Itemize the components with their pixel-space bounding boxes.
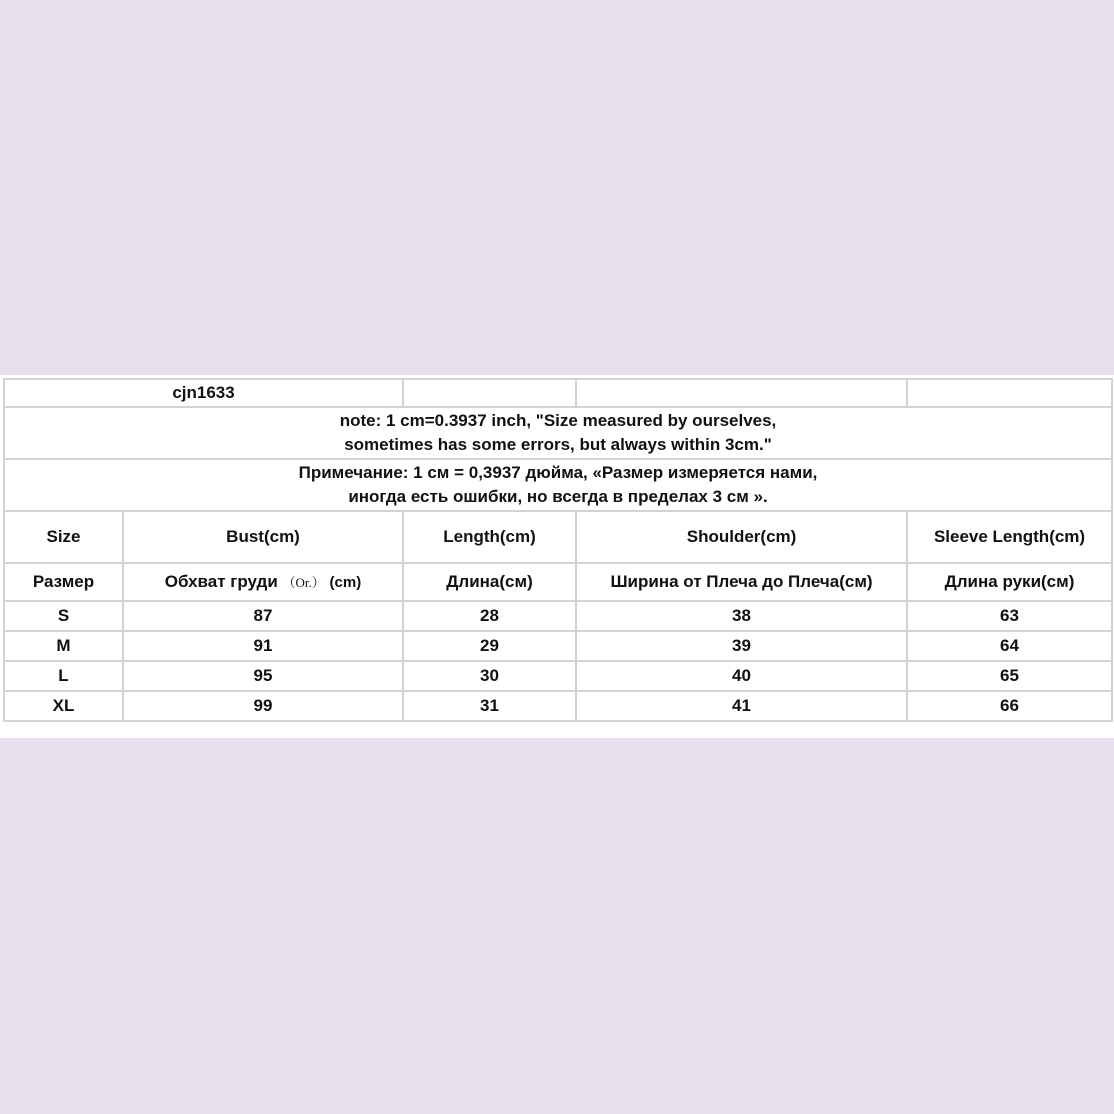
cell-bust: 95 bbox=[123, 661, 403, 691]
header-ru-size: Размер bbox=[4, 563, 123, 601]
size-chart-sheet bbox=[0, 375, 1114, 738]
cell-size: XL bbox=[4, 691, 123, 721]
product-code-text: cjn1633 bbox=[172, 383, 235, 402]
cell-bust: 91 bbox=[123, 631, 403, 661]
cell-length: 28 bbox=[403, 601, 576, 631]
empty-cell bbox=[403, 379, 576, 407]
header-row-ru bbox=[4, 563, 1112, 601]
table-row bbox=[4, 691, 1112, 721]
cell-sleeve: 65 bbox=[907, 661, 1112, 691]
note-en-line2: sometimes has some errors, but always within 3cm." bbox=[344, 435, 772, 454]
cell-sleeve: 64 bbox=[907, 631, 1112, 661]
header-ru-shoulder: Ширина от Плеча до Плеча(см) bbox=[576, 563, 907, 601]
cell-size: M bbox=[4, 631, 123, 661]
table-row bbox=[4, 661, 1112, 691]
cell-size: S bbox=[4, 601, 123, 631]
product-code-row bbox=[4, 379, 1112, 407]
size-chart-table bbox=[3, 378, 1113, 722]
header-row-en bbox=[4, 511, 1112, 563]
cell-bust: 87 bbox=[123, 601, 403, 631]
note-ru-line1: Примечание: 1 см = 0,3937 дюйма, «Размер измеряется нами, bbox=[298, 463, 818, 482]
header-ru-bust-unit: (cm) bbox=[329, 574, 362, 591]
cell-shoulder: 38 bbox=[576, 601, 907, 631]
note-en bbox=[4, 407, 1112, 459]
cell-shoulder: 40 bbox=[576, 661, 907, 691]
cell-shoulder: 41 bbox=[576, 691, 907, 721]
header-shoulder: Shoulder(cm) bbox=[576, 511, 907, 563]
note-ru bbox=[4, 459, 1112, 511]
cell-length: 31 bbox=[403, 691, 576, 721]
cell-sleeve: 66 bbox=[907, 691, 1112, 721]
cell-shoulder: 39 bbox=[576, 631, 907, 661]
empty-cell bbox=[576, 379, 907, 407]
header-size: Size bbox=[4, 511, 123, 563]
note-ru-row bbox=[4, 459, 1112, 511]
note-ru-line2: иногда есть ошибки, но всегда в пределах 3 см ». bbox=[348, 487, 768, 506]
header-length: Length(cm) bbox=[403, 511, 576, 563]
empty-cell bbox=[907, 379, 1112, 407]
cell-sleeve: 63 bbox=[907, 601, 1112, 631]
cell-length: 29 bbox=[403, 631, 576, 661]
table-row bbox=[4, 601, 1112, 631]
header-ru-bust-abbr: （Or.） bbox=[282, 575, 325, 590]
cell-size: L bbox=[4, 661, 123, 691]
header-ru-bust bbox=[123, 563, 403, 601]
header-sleeve: Sleeve Length(cm) bbox=[907, 511, 1112, 563]
note-en-line1: note: 1 cm=0.3937 inch, "Size measured by ourselves, bbox=[339, 411, 777, 430]
header-bust: Bust(cm) bbox=[123, 511, 403, 563]
note-en-row bbox=[4, 407, 1112, 459]
product-code bbox=[4, 379, 403, 407]
header-ru-bust-main: Обхват груди bbox=[164, 572, 278, 591]
table-row bbox=[4, 631, 1112, 661]
header-ru-length: Длина(см) bbox=[403, 563, 576, 601]
header-ru-sleeve: Длина руки(см) bbox=[907, 563, 1112, 601]
cell-length: 30 bbox=[403, 661, 576, 691]
cell-bust: 99 bbox=[123, 691, 403, 721]
